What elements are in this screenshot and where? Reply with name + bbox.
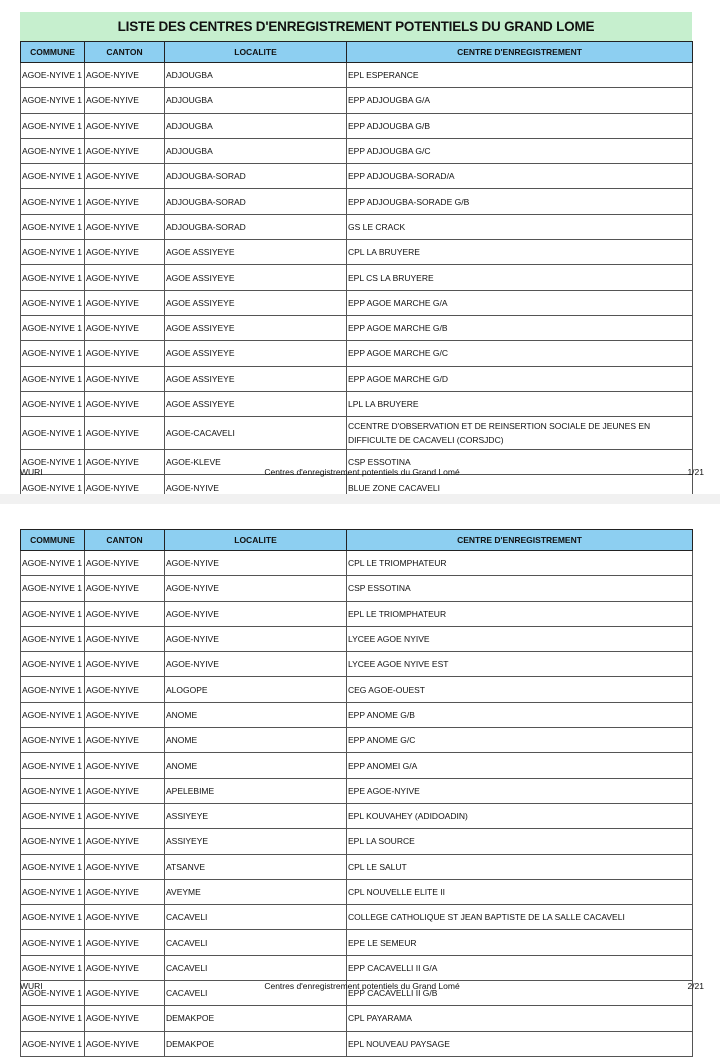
cell-canton: AGOE-NYIVE bbox=[85, 803, 165, 828]
cell-centre: EPL LE TRIOMPHATEUR bbox=[347, 601, 693, 626]
table-row bbox=[21, 290, 693, 315]
cell-centre: EPP ANOMEI G/A bbox=[347, 753, 693, 778]
table-row bbox=[21, 315, 693, 340]
cell-centre: EPP CACAVELLI II G/B bbox=[347, 981, 693, 1006]
cell-commune: AGOE-NYIVE 1 bbox=[21, 879, 85, 904]
cell-canton: AGOE-NYIVE bbox=[85, 879, 165, 904]
cell-localite: AGOE ASSIYEYE bbox=[165, 240, 347, 265]
cell-commune: AGOE-NYIVE 1 bbox=[21, 63, 85, 88]
cell-centre: COLLEGE CATHOLIQUE ST JEAN BAPTISTE DE LA SALLE CACAVELI bbox=[347, 905, 693, 930]
cell-commune: AGOE-NYIVE 1 bbox=[21, 391, 85, 416]
column-header-canton: CANTON bbox=[85, 42, 165, 63]
cell-commune: AGOE-NYIVE 1 bbox=[21, 677, 85, 702]
page-footer bbox=[20, 467, 704, 477]
column-header-canton: CANTON bbox=[85, 530, 165, 551]
column-header-localite: LOCALITE bbox=[165, 42, 347, 63]
cell-canton: AGOE-NYIVE bbox=[85, 417, 165, 450]
cell-commune: AGOE-NYIVE 1 bbox=[21, 981, 85, 1006]
cell-canton: AGOE-NYIVE bbox=[85, 189, 165, 214]
cell-localite: DEMAKPOE bbox=[165, 1006, 347, 1031]
cell-commune: AGOE-NYIVE 1 bbox=[21, 475, 85, 500]
cell-canton: AGOE-NYIVE bbox=[85, 829, 165, 854]
cell-canton: AGOE-NYIVE bbox=[85, 728, 165, 753]
cell-centre: LYCEE AGOE NYIVE EST bbox=[347, 652, 693, 677]
cell-commune: AGOE-NYIVE 1 bbox=[21, 164, 85, 189]
cell-centre: EPP ADJOUGBA-SORADE G/B bbox=[347, 189, 693, 214]
cell-localite: ADJOUGBA-SORAD bbox=[165, 164, 347, 189]
table-row bbox=[21, 214, 693, 239]
page-number: 1/21 bbox=[687, 467, 704, 477]
cell-centre: EPL KOUVAHEY (ADIDOADIN) bbox=[347, 803, 693, 828]
cell-commune: AGOE-NYIVE 1 bbox=[21, 366, 85, 391]
table-row bbox=[21, 1006, 693, 1031]
cell-commune: AGOE-NYIVE 1 bbox=[21, 728, 85, 753]
cell-localite: ADJOUGBA bbox=[165, 113, 347, 138]
table-row bbox=[21, 728, 693, 753]
cell-centre: EPP AGOE MARCHE G/C bbox=[347, 341, 693, 366]
cell-commune: AGOE-NYIVE 1 bbox=[21, 138, 85, 163]
cell-canton: AGOE-NYIVE bbox=[85, 930, 165, 955]
cell-commune: AGOE-NYIVE 1 bbox=[21, 955, 85, 980]
cell-canton: AGOE-NYIVE bbox=[85, 265, 165, 290]
table-row bbox=[21, 138, 693, 163]
cell-localite: AGOE ASSIYEYE bbox=[165, 315, 347, 340]
column-header-centre: CENTRE D'ENREGISTREMENT bbox=[347, 42, 693, 63]
table-header-row bbox=[21, 42, 693, 63]
cell-commune: AGOE-NYIVE 1 bbox=[21, 450, 85, 475]
cell-canton: AGOE-NYIVE bbox=[85, 576, 165, 601]
cell-canton: AGOE-NYIVE bbox=[85, 601, 165, 626]
column-header-centre: CENTRE D'ENREGISTREMENT bbox=[347, 530, 693, 551]
cell-localite: AGOE-NYIVE bbox=[165, 652, 347, 677]
cell-centre: LYCEE AGOE NYIVE bbox=[347, 626, 693, 651]
table-row bbox=[21, 391, 693, 416]
cell-commune: AGOE-NYIVE 1 bbox=[21, 930, 85, 955]
cell-commune: AGOE-NYIVE 1 bbox=[21, 905, 85, 930]
cell-canton: AGOE-NYIVE bbox=[85, 981, 165, 1006]
cell-commune: AGOE-NYIVE 1 bbox=[21, 803, 85, 828]
cell-centre: EPP CACAVELLI II G/A bbox=[347, 955, 693, 980]
cell-centre: EPP ANOME G/B bbox=[347, 702, 693, 727]
cell-localite: AGOE-NYIVE bbox=[165, 475, 347, 500]
cell-centre: EPP ANOME G/C bbox=[347, 728, 693, 753]
cell-canton: AGOE-NYIVE bbox=[85, 88, 165, 113]
cell-centre: EPL LA SOURCE bbox=[347, 829, 693, 854]
cell-commune: AGOE-NYIVE 1 bbox=[21, 576, 85, 601]
cell-canton: AGOE-NYIVE bbox=[85, 551, 165, 576]
cell-centre: CCENTRE D'OBSERVATION ET DE REINSERTION SOCIALE DE JEUNES EN DIFFICULTE DE CACAVELI (CORSJDC) bbox=[347, 417, 693, 450]
table-row bbox=[21, 88, 693, 113]
cell-localite: ADJOUGBA bbox=[165, 88, 347, 113]
cell-localite: AGOE-NYIVE bbox=[165, 601, 347, 626]
cell-canton: AGOE-NYIVE bbox=[85, 854, 165, 879]
table-row bbox=[21, 778, 693, 803]
cell-localite: ADJOUGBA-SORAD bbox=[165, 214, 347, 239]
cell-canton: AGOE-NYIVE bbox=[85, 702, 165, 727]
table-row bbox=[21, 240, 693, 265]
table-row bbox=[21, 879, 693, 904]
cell-centre: CSP ESSOTINA bbox=[347, 576, 693, 601]
cell-centre: CPL LA BRUYERE bbox=[347, 240, 693, 265]
table-row bbox=[21, 113, 693, 138]
cell-centre: EPL ESPERANCE bbox=[347, 63, 693, 88]
cell-localite: AGOE ASSIYEYE bbox=[165, 341, 347, 366]
table-row bbox=[21, 576, 693, 601]
cell-localite: ADJOUGBA bbox=[165, 138, 347, 163]
cell-commune: AGOE-NYIVE 1 bbox=[21, 265, 85, 290]
cell-localite: AGOE ASSIYEYE bbox=[165, 290, 347, 315]
cell-centre: BLUE ZONE CACAVELI bbox=[347, 475, 693, 500]
cell-commune: AGOE-NYIVE 1 bbox=[21, 1031, 85, 1056]
cell-centre: CPL PAYARAMA bbox=[347, 1006, 693, 1031]
cell-localite: ANOME bbox=[165, 702, 347, 727]
cell-localite: ASSIYEYE bbox=[165, 829, 347, 854]
table-row bbox=[21, 930, 693, 955]
table-row bbox=[21, 652, 693, 677]
cell-localite: APELEBIME bbox=[165, 778, 347, 803]
table-row bbox=[21, 854, 693, 879]
cell-centre: LPL LA BRUYERE bbox=[347, 391, 693, 416]
cell-centre: EPP ADJOUGBA G/B bbox=[347, 113, 693, 138]
cell-commune: AGOE-NYIVE 1 bbox=[21, 702, 85, 727]
cell-centre: EPL CS LA BRUYERE bbox=[347, 265, 693, 290]
cell-localite: ANOME bbox=[165, 753, 347, 778]
cell-localite: CACAVELI bbox=[165, 981, 347, 1006]
cell-canton: AGOE-NYIVE bbox=[85, 214, 165, 239]
table-row bbox=[21, 753, 693, 778]
column-header-commune: COMMUNE bbox=[21, 530, 85, 551]
table-row bbox=[21, 1031, 693, 1056]
cell-localite: AGOE-NYIVE bbox=[165, 576, 347, 601]
cell-commune: AGOE-NYIVE 1 bbox=[21, 113, 85, 138]
cell-canton: AGOE-NYIVE bbox=[85, 240, 165, 265]
cell-commune: AGOE-NYIVE 1 bbox=[21, 626, 85, 651]
table-row bbox=[21, 164, 693, 189]
cell-canton: AGOE-NYIVE bbox=[85, 450, 165, 475]
cell-centre: CPL LE SALUT bbox=[347, 854, 693, 879]
cell-canton: AGOE-NYIVE bbox=[85, 290, 165, 315]
cell-centre: CSP ESSOTINA bbox=[347, 450, 693, 475]
table-row bbox=[21, 366, 693, 391]
cell-localite: DEMAKPOE bbox=[165, 1031, 347, 1056]
centres-table bbox=[20, 41, 693, 526]
cell-localite: CACAVELI bbox=[165, 930, 347, 955]
cell-centre: EPP ADJOUGBA-SORAD/A bbox=[347, 164, 693, 189]
cell-canton: AGOE-NYIVE bbox=[85, 778, 165, 803]
cell-localite: AGOE-NYIVE bbox=[165, 551, 347, 576]
footer-caption: Centres d'enregistrement potentiels du Grand Lomé bbox=[264, 981, 460, 991]
cell-commune: AGOE-NYIVE 1 bbox=[21, 829, 85, 854]
cell-commune: AGOE-NYIVE 1 bbox=[21, 854, 85, 879]
table-row bbox=[21, 626, 693, 651]
table-row bbox=[21, 189, 693, 214]
cell-commune: AGOE-NYIVE 1 bbox=[21, 88, 85, 113]
cell-commune: AGOE-NYIVE 1 bbox=[21, 417, 85, 450]
table-row bbox=[21, 551, 693, 576]
table-row bbox=[21, 417, 693, 450]
column-header-commune: COMMUNE bbox=[21, 42, 85, 63]
table-row bbox=[21, 341, 693, 366]
cell-localite: AGOE-CACAVELI bbox=[165, 417, 347, 450]
cell-localite: ANOME bbox=[165, 728, 347, 753]
table-row bbox=[21, 601, 693, 626]
cell-commune: AGOE-NYIVE 1 bbox=[21, 652, 85, 677]
centres-table bbox=[20, 529, 693, 1057]
page-number: 2/21 bbox=[687, 981, 704, 991]
cell-canton: AGOE-NYIVE bbox=[85, 138, 165, 163]
cell-localite: CACAVELI bbox=[165, 905, 347, 930]
cell-commune: AGOE-NYIVE 1 bbox=[21, 240, 85, 265]
cell-centre: EPP AGOE MARCHE G/B bbox=[347, 315, 693, 340]
cell-centre: EPE LE SEMEUR bbox=[347, 930, 693, 955]
cell-localite: ADJOUGBA bbox=[165, 63, 347, 88]
table-body bbox=[21, 63, 693, 526]
cell-canton: AGOE-NYIVE bbox=[85, 341, 165, 366]
cell-canton: AGOE-NYIVE bbox=[85, 164, 165, 189]
cell-canton: AGOE-NYIVE bbox=[85, 366, 165, 391]
footer-caption: Centres d'enregistrement potentiels du Grand Lomé bbox=[264, 467, 460, 477]
cell-commune: AGOE-NYIVE 1 bbox=[21, 189, 85, 214]
cell-localite: ASSIYEYE bbox=[165, 803, 347, 828]
cell-commune: AGOE-NYIVE 1 bbox=[21, 753, 85, 778]
document-title: LISTE DES CENTRES D'ENREGISTREMENT POTENTIELS DU GRAND LOME bbox=[20, 12, 692, 41]
document-page-1 bbox=[0, 0, 720, 494]
cell-localite: AGOE-KLEVE bbox=[165, 450, 347, 475]
cell-canton: AGOE-NYIVE bbox=[85, 113, 165, 138]
footer-brand: WURI bbox=[20, 467, 43, 477]
cell-commune: AGOE-NYIVE 1 bbox=[21, 778, 85, 803]
cell-canton: AGOE-NYIVE bbox=[85, 626, 165, 651]
cell-centre: EPP ADJOUGBA G/C bbox=[347, 138, 693, 163]
cell-localite: ADJOUGBA-SORAD bbox=[165, 189, 347, 214]
cell-centre: CPL LE TRIOMPHATEUR bbox=[347, 551, 693, 576]
cell-canton: AGOE-NYIVE bbox=[85, 63, 165, 88]
cell-commune: AGOE-NYIVE 1 bbox=[21, 341, 85, 366]
cell-canton: AGOE-NYIVE bbox=[85, 391, 165, 416]
table-row bbox=[21, 829, 693, 854]
table-row bbox=[21, 905, 693, 930]
cell-localite: ATSANVE bbox=[165, 854, 347, 879]
cell-canton: AGOE-NYIVE bbox=[85, 1031, 165, 1056]
table-row bbox=[21, 955, 693, 980]
cell-commune: AGOE-NYIVE 1 bbox=[21, 551, 85, 576]
cell-localite: ALOGOPE bbox=[165, 677, 347, 702]
cell-commune: AGOE-NYIVE 1 bbox=[21, 290, 85, 315]
column-header-localite: LOCALITE bbox=[165, 530, 347, 551]
cell-commune: AGOE-NYIVE 1 bbox=[21, 315, 85, 340]
table-header-row bbox=[21, 530, 693, 551]
cell-centre: EPP AGOE MARCHE G/A bbox=[347, 290, 693, 315]
cell-commune: AGOE-NYIVE 1 bbox=[21, 214, 85, 239]
cell-canton: AGOE-NYIVE bbox=[85, 475, 165, 500]
page-footer bbox=[20, 981, 704, 991]
table-row bbox=[21, 702, 693, 727]
cell-canton: AGOE-NYIVE bbox=[85, 955, 165, 980]
table-row bbox=[21, 63, 693, 88]
cell-commune: AGOE-NYIVE 1 bbox=[21, 601, 85, 626]
cell-centre: CPL NOUVELLE ELITE II bbox=[347, 879, 693, 904]
cell-canton: AGOE-NYIVE bbox=[85, 1006, 165, 1031]
cell-canton: AGOE-NYIVE bbox=[85, 677, 165, 702]
cell-localite: CACAVELI bbox=[165, 955, 347, 980]
cell-commune: AGOE-NYIVE 1 bbox=[21, 1006, 85, 1031]
cell-localite: AVEYME bbox=[165, 879, 347, 904]
cell-localite: AGOE ASSIYEYE bbox=[165, 265, 347, 290]
cell-centre: EPL NOUVEAU PAYSAGE bbox=[347, 1031, 693, 1056]
footer-brand: WURI bbox=[20, 981, 43, 991]
cell-canton: AGOE-NYIVE bbox=[85, 315, 165, 340]
cell-canton: AGOE-NYIVE bbox=[85, 652, 165, 677]
cell-canton: AGOE-NYIVE bbox=[85, 753, 165, 778]
table-row bbox=[21, 677, 693, 702]
cell-centre: EPP ADJOUGBA G/A bbox=[347, 88, 693, 113]
cell-centre: EPE AGOE-NYIVE bbox=[347, 778, 693, 803]
cell-localite: AGOE-NYIVE bbox=[165, 626, 347, 651]
cell-canton: AGOE-NYIVE bbox=[85, 905, 165, 930]
page-separator bbox=[0, 494, 720, 504]
cell-localite: AGOE ASSIYEYE bbox=[165, 391, 347, 416]
table-row bbox=[21, 265, 693, 290]
cell-centre: GS LE CRACK bbox=[347, 214, 693, 239]
cell-localite: AGOE ASSIYEYE bbox=[165, 366, 347, 391]
cell-centre: EPP AGOE MARCHE G/D bbox=[347, 366, 693, 391]
document-page-2 bbox=[0, 504, 720, 1049]
table-row bbox=[21, 803, 693, 828]
cell-centre: CEG AGOE-OUEST bbox=[347, 677, 693, 702]
